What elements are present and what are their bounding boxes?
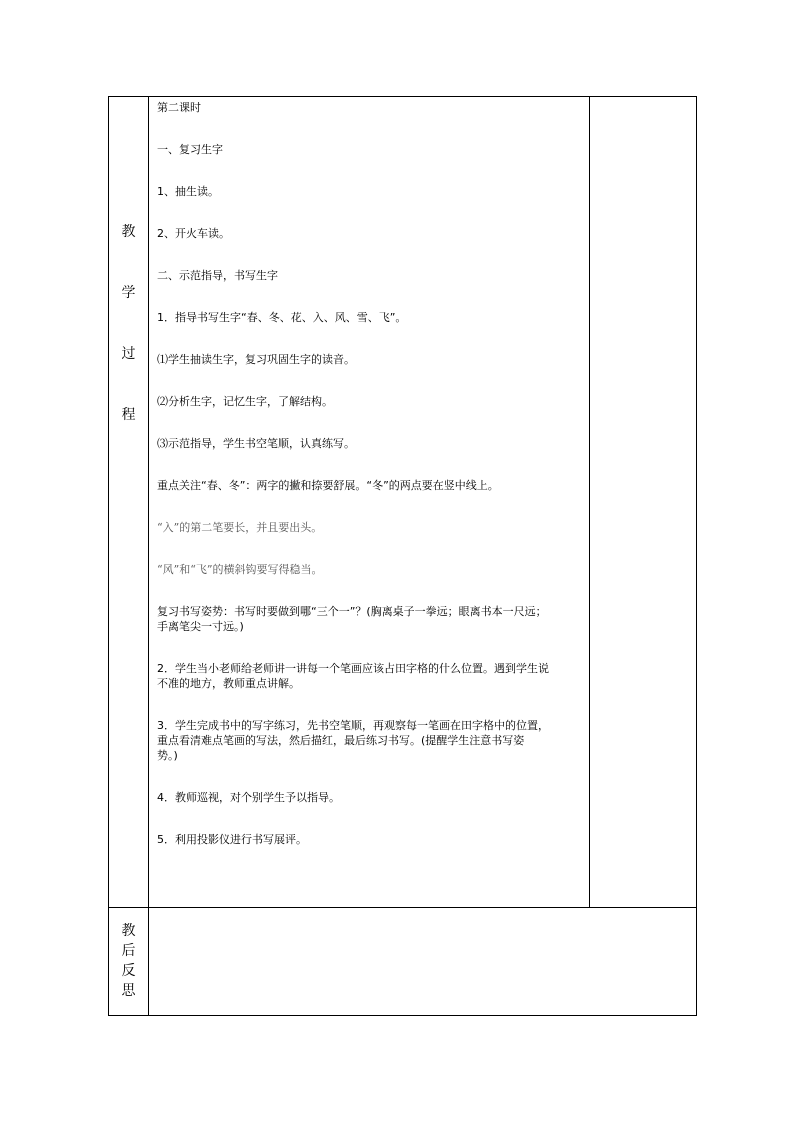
section-heading: 一、复习生字 bbox=[157, 143, 223, 156]
label-char: 思 bbox=[121, 983, 136, 999]
list-item-line: 2．学生当小老师给老师讲一讲每一个笔画应该占田字格的什么位置。遇到学生说 bbox=[157, 662, 549, 675]
list-item-line: 重点看清难点笔画的写法，然后描红，最后练习书写。(提醒学生注意书写姿 bbox=[157, 734, 525, 747]
list-item-line: 势。) bbox=[157, 749, 178, 762]
posture-note-line: 复习书写姿势：书写时要做到哪“三个一”？(胸离桌子一拳远；眼离书本一尺远； bbox=[157, 605, 547, 618]
focus-note: 重点关注“春、冬”：两字的撇和捺要舒展。“冬”的两点要在竖中线上。 bbox=[157, 479, 499, 492]
section-heading: 二、示范指导，书写生字 bbox=[157, 269, 278, 282]
list-item: 1．指导书写生字“春、冬、花、入、风、雪、飞”。 bbox=[157, 311, 407, 324]
label-char: 程 bbox=[121, 407, 136, 423]
lesson-plan-table bbox=[108, 96, 697, 1016]
stroke-note: “入”的第二笔要长，并且要出头。 bbox=[157, 521, 323, 534]
list-item: 2、开火车读。 bbox=[157, 227, 230, 240]
label-char: 教 bbox=[121, 923, 136, 939]
teaching-process-row bbox=[109, 97, 697, 908]
sub-item: ⑶示范指导，学生书空笔顺，认真练写。 bbox=[157, 437, 355, 450]
reflection-content bbox=[149, 908, 697, 1016]
teaching-process-label bbox=[109, 97, 149, 908]
reflection-label bbox=[109, 908, 149, 1016]
label-char: 教 bbox=[121, 224, 136, 240]
list-item: 1、抽生读。 bbox=[157, 185, 219, 198]
list-item: 4．教师巡视，对个别学生予以指导。 bbox=[157, 791, 340, 804]
lesson-title: 第二课时 bbox=[157, 101, 201, 114]
reflection-row bbox=[109, 908, 697, 1016]
label-char: 过 bbox=[121, 346, 136, 362]
sub-item: ⑴学生抽读生字，复习巩固生字的读音。 bbox=[157, 353, 355, 366]
list-item-line: 不准的地方，教师重点讲解。 bbox=[157, 677, 300, 690]
label-char: 反 bbox=[121, 963, 136, 979]
stroke-note: “风”和“飞”的横斜钩要写得稳当。 bbox=[157, 563, 323, 576]
sub-item: ⑵分析生字，记忆生字，了解结构。 bbox=[157, 395, 333, 408]
notes-column bbox=[590, 97, 697, 908]
posture-note-line: 手离笔尖一寸远。) bbox=[157, 620, 244, 633]
list-item-line: 3．学生完成书中的写字练习，先书空笔顺，再观察每一笔画在田字格中的位置， bbox=[157, 719, 549, 732]
label-char: 学 bbox=[121, 285, 136, 301]
label-char: 后 bbox=[121, 943, 136, 959]
list-item: 5．利用投影仪进行书写展评。 bbox=[157, 833, 307, 846]
teaching-process-content bbox=[149, 97, 590, 908]
